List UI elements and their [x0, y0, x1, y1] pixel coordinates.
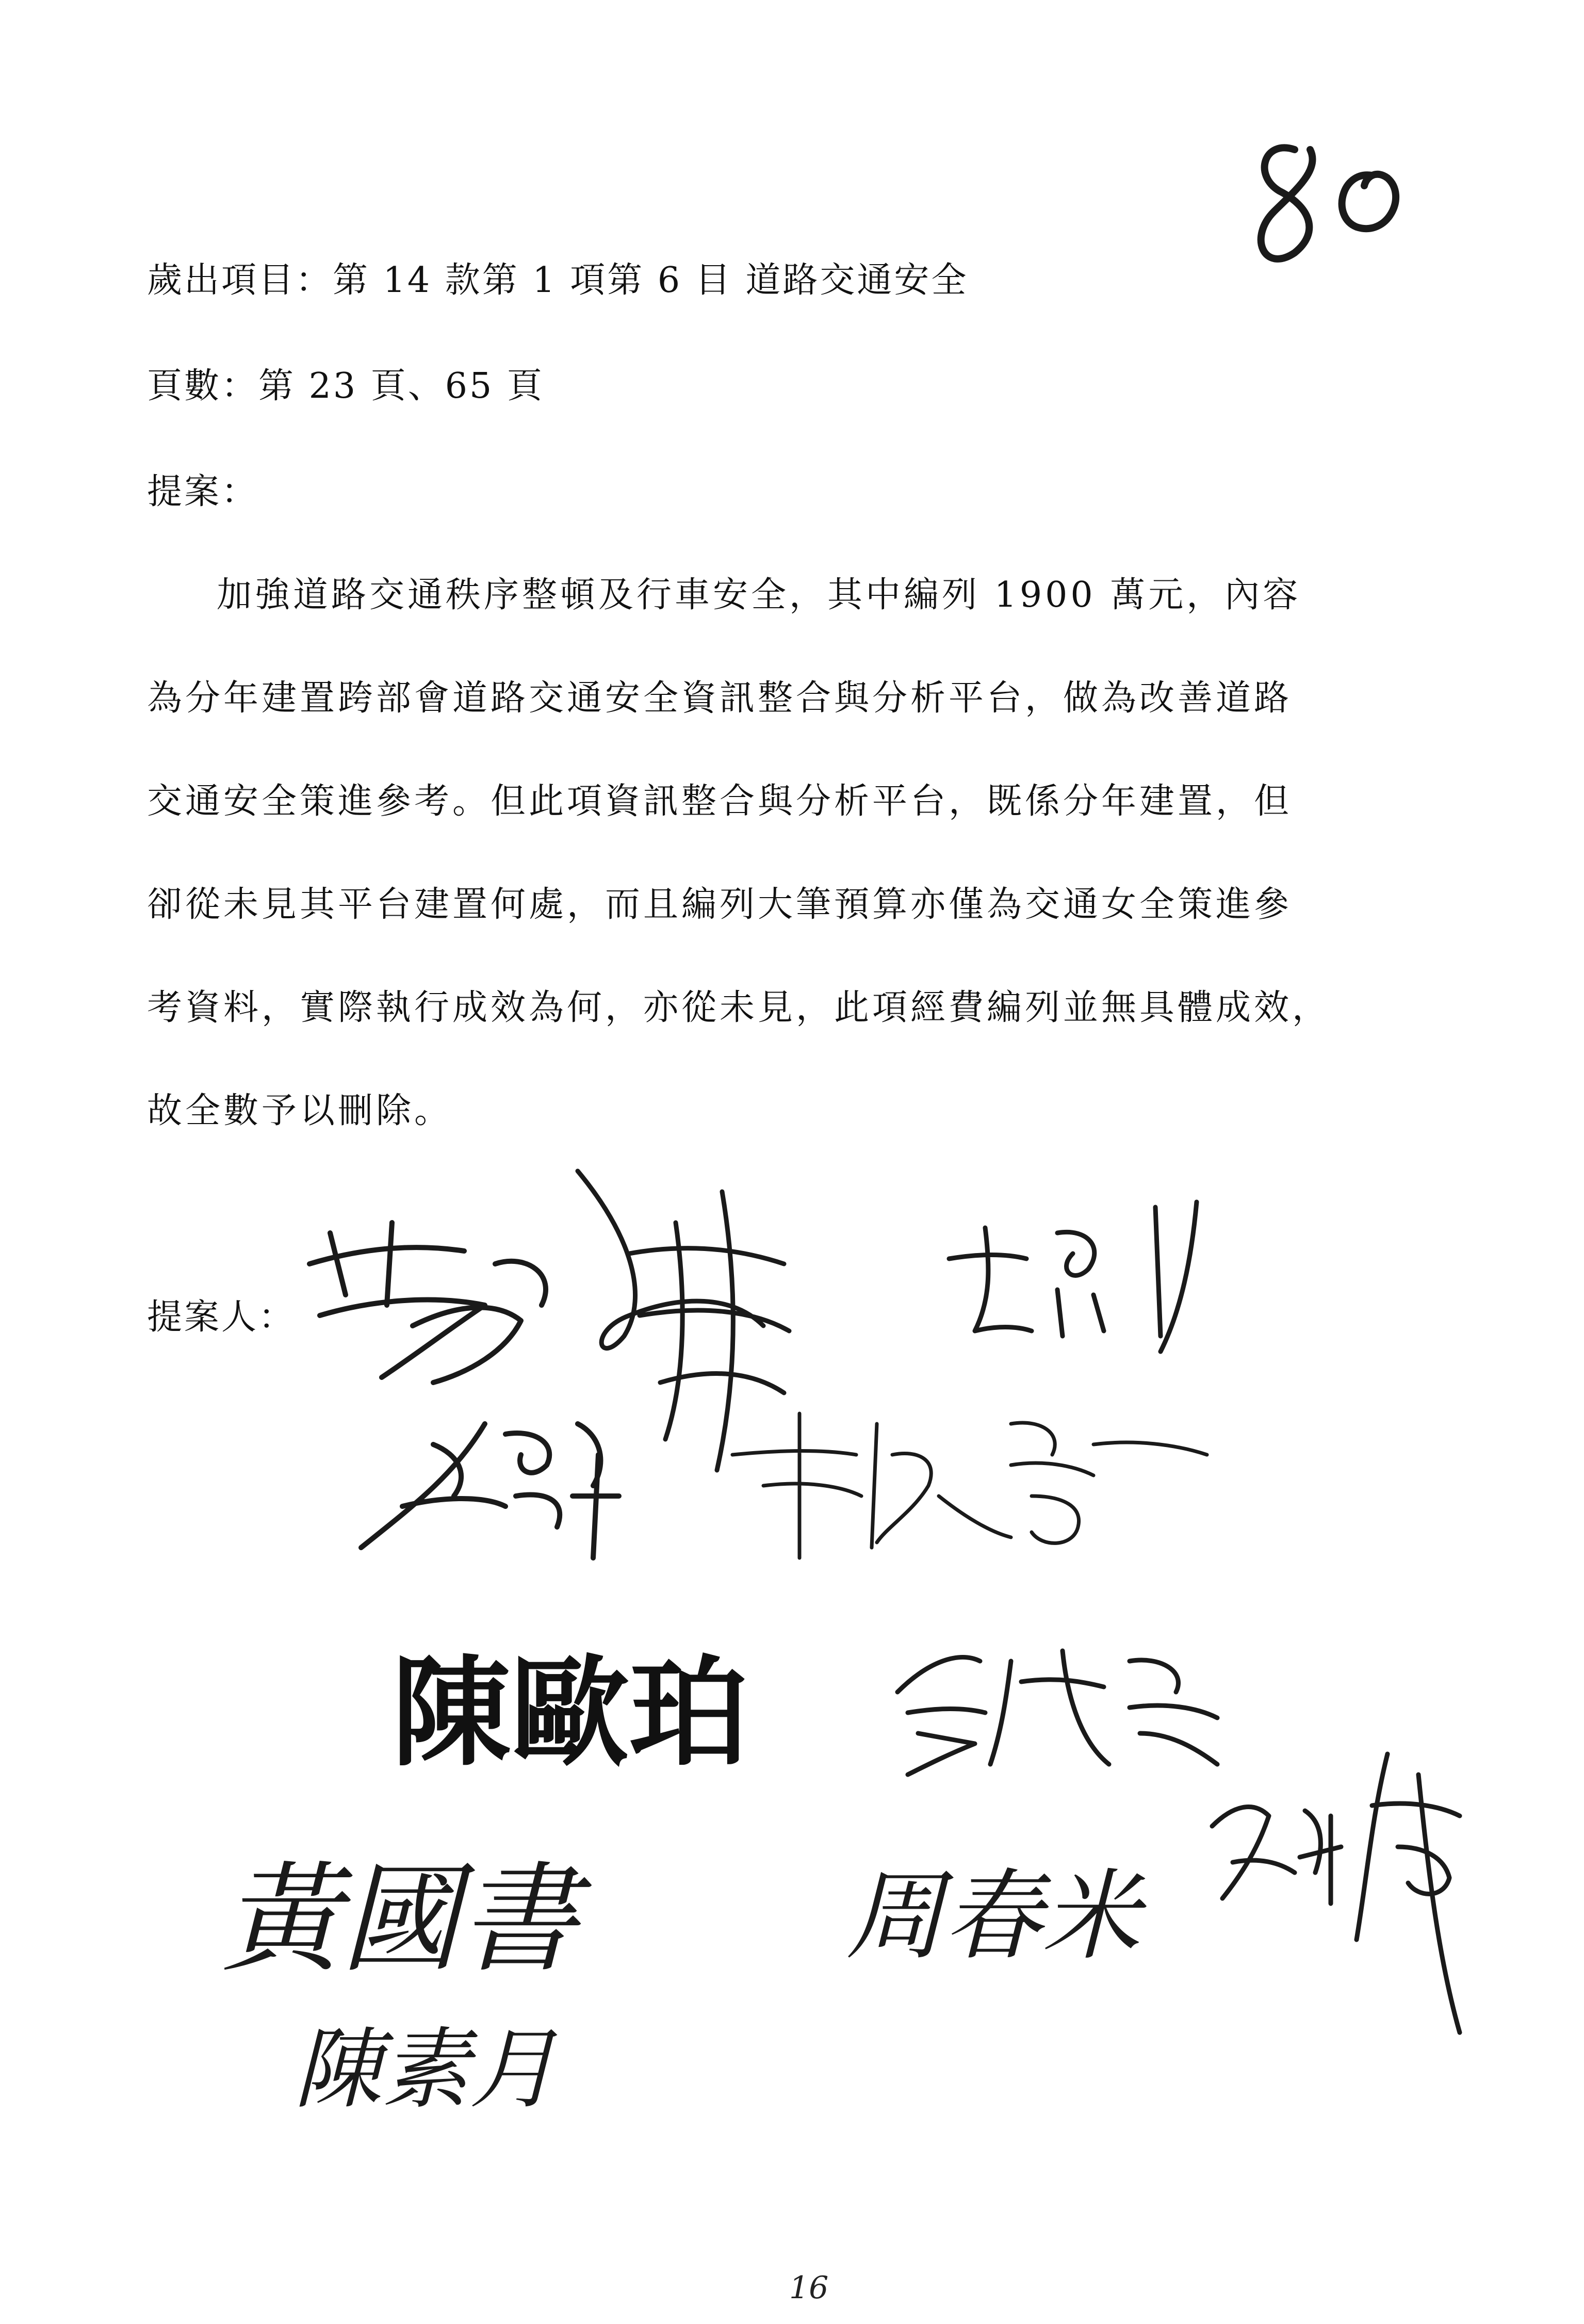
signature-7 — [392, 1640, 799, 1780]
signature-10 — [846, 1795, 1166, 1981]
signature-3 — [939, 1197, 1228, 1362]
proposer-label: 提案人： — [147, 1297, 296, 1338]
body-line-6: 故全數予以刪除。 — [147, 1091, 453, 1131]
signature-4 — [351, 1393, 640, 1568]
body-line-4: 卻從未見其平台建置何處，而且編列大筆預算亦僅為交通女全策進參 — [147, 884, 1293, 925]
page-number — [789, 2267, 841, 2309]
body-line-1: 加強道路交通秩序整頓及行車安全，其中編列 1900 萬元，內容 — [217, 575, 1301, 615]
signature-1 — [299, 1202, 588, 1398]
body-line-5: 考資料，實際執行成效為何，亦從未見，此項經費編列並無具體成效， — [147, 987, 1331, 1028]
page-number-text: 16 — [789, 2270, 829, 2306]
pages-line: 頁數：第 23 頁、65 頁 — [147, 366, 544, 407]
handwritten-number — [1233, 129, 1418, 284]
signature-7-text: 陳歐珀 — [392, 1645, 748, 1782]
handwritten-number-drawing — [1233, 129, 1418, 284]
signature-10-text: 周春米 — [846, 1859, 1140, 1973]
budget-item-line: 歲出項目：第 14 款第 1 項第 6 目 道路交通安全 — [147, 260, 969, 301]
body-line-2: 為分年建置跨部會道路交通安全資訊整合與分析平台，做為改善道路 — [147, 678, 1293, 719]
signature-11 — [1202, 1744, 1470, 2043]
signature-5 — [722, 1393, 1217, 1579]
signature-9-text: 黃國書 — [222, 1851, 578, 1989]
signature-9 — [222, 1795, 614, 2002]
proposal-label: 提案： — [147, 472, 259, 512]
signature-8 — [887, 1630, 1228, 1785]
signature-12-text: 陳素月 — [294, 2019, 558, 2121]
signature-12 — [294, 1986, 583, 2131]
body-line-3: 交通安全策進參考。但此項資訊整合與分析平台，既係分年建置，但 — [147, 781, 1293, 822]
